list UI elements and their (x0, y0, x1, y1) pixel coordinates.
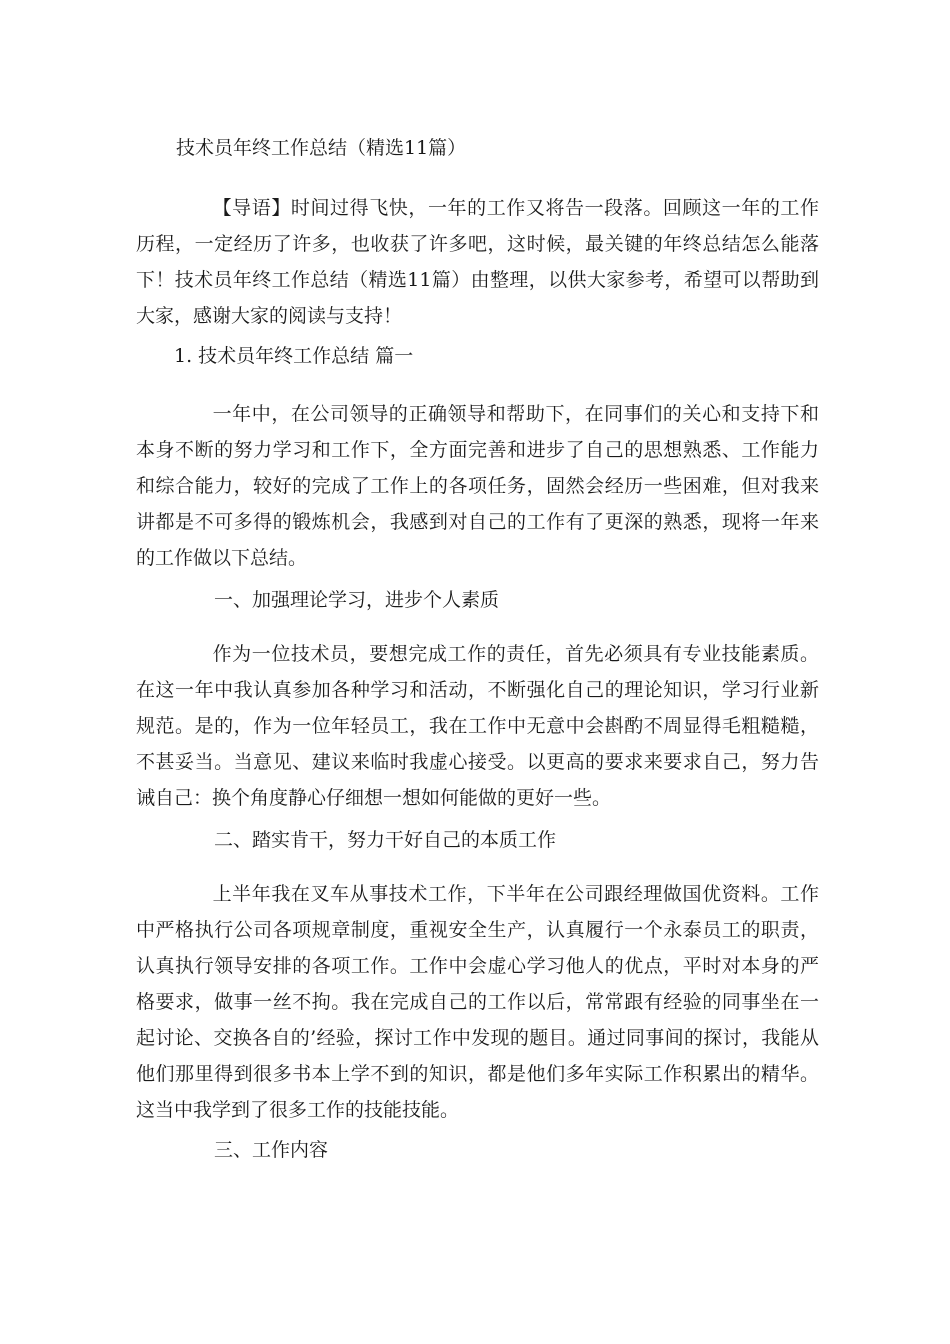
section1-paragraph (136, 636, 819, 816)
document-title: 技术员年终工作总结（精选11篇） (176, 137, 467, 159)
intro-paragraph (136, 190, 819, 334)
part1-text: 一年中，在公司领导的正确领导和帮助下，在同事们的关心和支持下和本身不断的努力学习和工作下，全方面完善和进步了自己的思想熟悉、工作能力和综合能力，较好的完成了工作上的各项任务，固然会经历一些困难，但对我来讲都是不可多得的锻炼机会，我感到对自己的工作有了更深的熟悉，现将一年来的工作做以下总结。 (136, 403, 819, 569)
intro-text: 【导语】时间过得飞快，一年的工作又将告一段落。回顾这一年的工作历程，一定经历了许多，也收获了许多吧，这时候，最关键的年终总结怎么能落下！技术员年终工作总结（精选11篇）由整理，以供大家参考，希望可以帮助到大家，感谢大家的阅读与支持！ (136, 197, 819, 327)
part1-heading: 1. 技术员年终工作总结 篇一 (174, 345, 414, 367)
section1-text: 作为一位技术员，要想完成工作的责任，首先必须具有专业技能素质。在这一年中我认真参加各种学习和活动，不断强化自己的理论知识，学习行业新规范。是的，作为一位年轻员工，我在工作中无意中会斟酌不周显得毛粗糙糙，不甚妥当。当意见、建议来临时我虚心接受。以更高的要求来要求自己，努力告诫自己：换个角度静心仔细想一想如何能做的更好一些。 (136, 643, 819, 809)
part1-paragraph (136, 396, 819, 576)
section1-heading: 一、加强理论学习，进步个人素质 (214, 589, 500, 611)
section2-paragraph (136, 876, 819, 1128)
section2-heading: 二、踏实肯干，努力干好自己的本质工作 (214, 829, 557, 851)
section2-text: 上半年我在叉车从事技术工作，下半年在公司跟经理做国优资料。工作中严格执行公司各项规章制度，重视安全生产，认真履行一个永泰员工的职责，认真执行领导安排的各项工作。工作中会虚心学习他人的优点，平时对本身的严格要求，做事一丝不拘。我在完成自己的工作以后，常常跟有经验的同事坐在一起讨论、交换各自的’经验，探讨工作中发现的题目。通过同事间的探讨，我能从他们那里得到很多书本上学不到的知识，都是他们多年实际工作积累出的精华。这当中我学到了很多工作的技能技能。 (136, 883, 819, 1121)
section3-heading: 三、工作内容 (214, 1139, 329, 1161)
